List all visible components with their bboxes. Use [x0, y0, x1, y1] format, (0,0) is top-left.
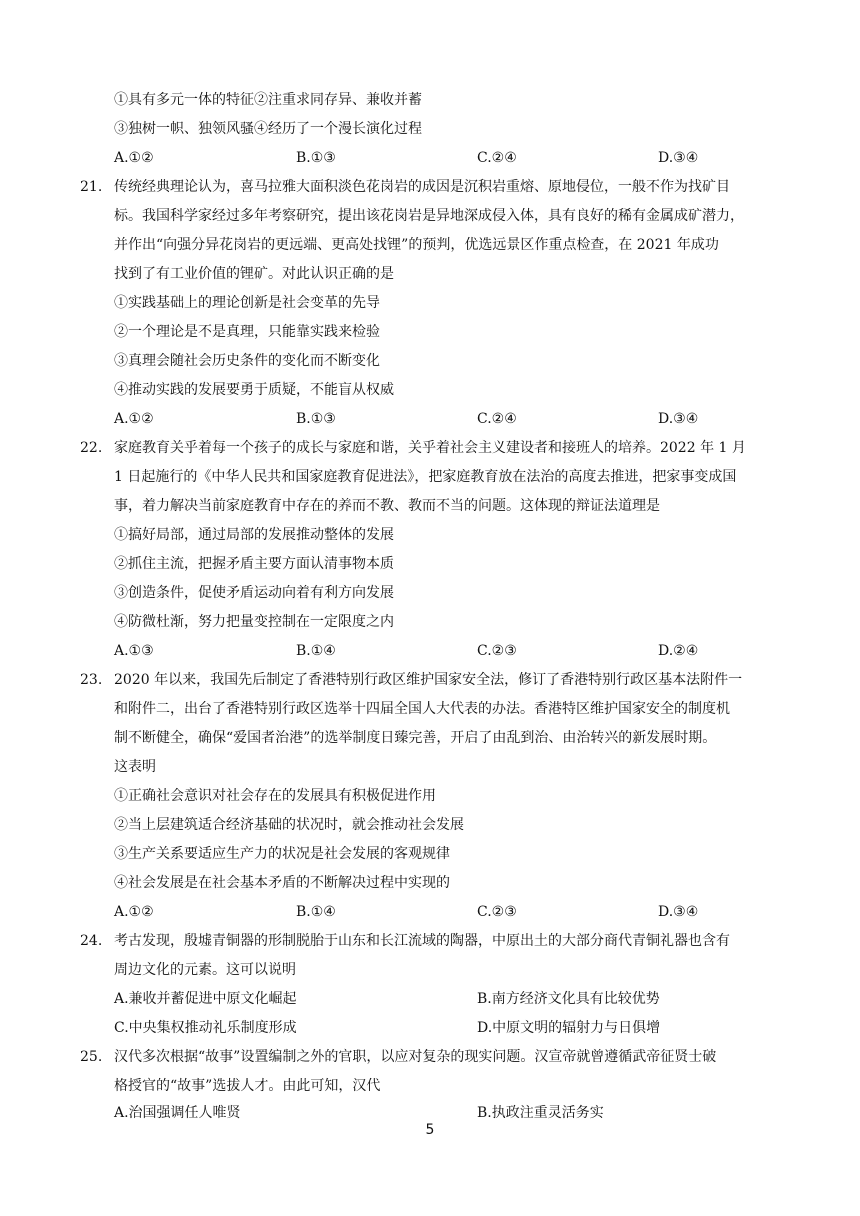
question-25-number: 25. — [80, 1049, 103, 1065]
question-21-stem-line-1: 传统经典理论认为，喜马拉雅大面积淡色花岗岩的成因是沉积岩重熔、原地侵位，一般不作为找矿目 — [114, 179, 730, 195]
question-25-stem-line-1: 汉代多次根据“故事”设置编制之外的官职，以应对复杂的现实问题。汉宣帝就曾遵循武帝征贤士破 — [114, 1049, 717, 1065]
question-22-stem-line-1: 家庭教育关乎着每一个孩子的成长与家庭和谐，关乎着社会主义建设者和接班人的培养。2022 年 1 月 — [114, 440, 746, 456]
question-25-option-a: A.治国强调任人唯贤 — [114, 1105, 241, 1121]
carryover-item-2: ③独树一帜、独领风骚④经历了一个漫长演化过程 — [114, 121, 422, 137]
question-23-stem-line-1: 2020 年以来，我国先后制定了香港特别行政区维护国家安全法，修订了香港特别行政区基本法附件一 — [114, 672, 743, 688]
question-21-stem-line-2: 标。我国科学家经过多年考察研究，提出该花岗岩是异地深成侵入体，具有良好的稀有金属成矿潜力， — [114, 208, 744, 224]
question-23-option-b: B.①④ — [296, 904, 336, 920]
question-22-item-4: ④防微杜渐，努力把量变控制在一定限度之内 — [114, 614, 394, 630]
question-23-item-3: ③生产关系要适应生产力的状况是社会发展的客观规律 — [114, 846, 450, 862]
question-22-option-d: D.②④ — [658, 643, 699, 659]
question-21-item-3: ③真理会随社会历史条件的变化而不断变化 — [114, 353, 380, 369]
question-22-item-1: ①搞好局部，通过局部的发展推动整体的发展 — [114, 527, 394, 543]
question-24-stem-line-1: 考古发现，殷墟青铜器的形制脱胎于山东和长江流域的陶器，中原出土的大部分商代青铜礼器也含有 — [114, 933, 730, 949]
carryover-option-d: D.③④ — [658, 150, 699, 166]
carryover-item-1: ①具有多元一体的特征②注重求同存异、兼收并蓄 — [114, 92, 422, 108]
question-23-stem-line-2: 和附件二，出台了香港特别行政区选举十四届全国人大代表的办法。香港特区维护国家安全的制度机 — [114, 701, 730, 717]
question-21-item-1: ①实践基础上的理论创新是社会变革的先导 — [114, 295, 380, 311]
question-21-stem-line-4: 找到了有工业价值的锂矿。对此认识正确的是 — [114, 266, 394, 282]
carryover-option-c: C.②④ — [477, 150, 517, 166]
question-22-stem-line-3: 事，着力解决当前家庭教育中存在的养而不教、教而不当的问题。这体现的辩证法道理是 — [114, 498, 660, 514]
question-24-number: 24. — [80, 933, 103, 949]
question-23-item-2: ②当上层建筑适合经济基础的状况时，就会推动社会发展 — [114, 817, 464, 833]
question-23-option-c: C.②③ — [477, 904, 517, 920]
question-21-number: 21. — [80, 179, 103, 195]
question-22-option-c: C.②③ — [477, 643, 517, 659]
question-22-item-3: ③创造条件，促使矛盾运动向着有利方向发展 — [114, 585, 394, 601]
question-21-item-2: ②一个理论是不是真理，只能靠实践来检验 — [114, 324, 380, 340]
question-24-option-d: D.中原文明的辐射力与日俱增 — [477, 1020, 661, 1036]
question-25-option-b: B.执政注重灵活务实 — [477, 1105, 604, 1121]
question-25-stem-line-2: 格授官的“故事”选拔人才。由此可知，汉代 — [114, 1078, 381, 1094]
question-24-stem-line-2: 周边文化的元素。这可以说明 — [114, 962, 296, 978]
question-22-option-a: A.①③ — [114, 643, 154, 659]
question-22-item-2: ②抓住主流，把握矛盾主要方面认清事物本质 — [114, 556, 394, 572]
question-21-option-b: B.①③ — [296, 411, 336, 427]
question-23-number: 23. — [80, 672, 103, 688]
question-23-item-1: ①正确社会意识对社会存在的发展具有积极促进作用 — [114, 788, 436, 804]
question-23-option-a: A.①② — [114, 904, 154, 920]
question-22-number: 22. — [80, 440, 103, 456]
question-23-item-4: ④社会发展是在社会基本矛盾的不断解决过程中实现的 — [114, 875, 450, 891]
question-22-stem-line-2: 1 日起施行的《中华人民共和国家庭教育促进法》，把家庭教育放在法治的高度去推进，把家事变成国 — [114, 469, 737, 485]
question-21-option-c: C.②④ — [477, 411, 517, 427]
question-23-stem-line-4: 这表明 — [114, 759, 156, 775]
question-21-stem-line-3: 并作出“向强分异花岗岩的更远端、更高处找锂”的预判，优选远景区作重点检查，在 2021 年成功 — [114, 237, 719, 253]
question-21-option-a: A.①② — [114, 411, 154, 427]
question-21-item-4: ④推动实践的发展要勇于质疑，不能盲从权威 — [114, 382, 394, 398]
carryover-option-a: A.①② — [114, 150, 154, 166]
question-23-stem-line-3: 制不断健全，确保“爱国者治港”的选举制度日臻完善，开启了由乱到治、由治转兴的新发展时期。 — [114, 730, 717, 746]
question-21-option-d: D.③④ — [658, 411, 699, 427]
question-23-option-d: D.③④ — [658, 904, 699, 920]
carryover-option-b: B.①③ — [296, 150, 336, 166]
question-22-option-b: B.①④ — [296, 643, 336, 659]
question-24-option-c: C.中央集权推动礼乐制度形成 — [114, 1020, 297, 1036]
page-number: 5 — [425, 1122, 435, 1138]
question-24-option-b: B.南方经济文化具有比较优势 — [477, 991, 660, 1007]
question-24-option-a: A.兼收并蓄促进中原文化崛起 — [114, 991, 297, 1007]
